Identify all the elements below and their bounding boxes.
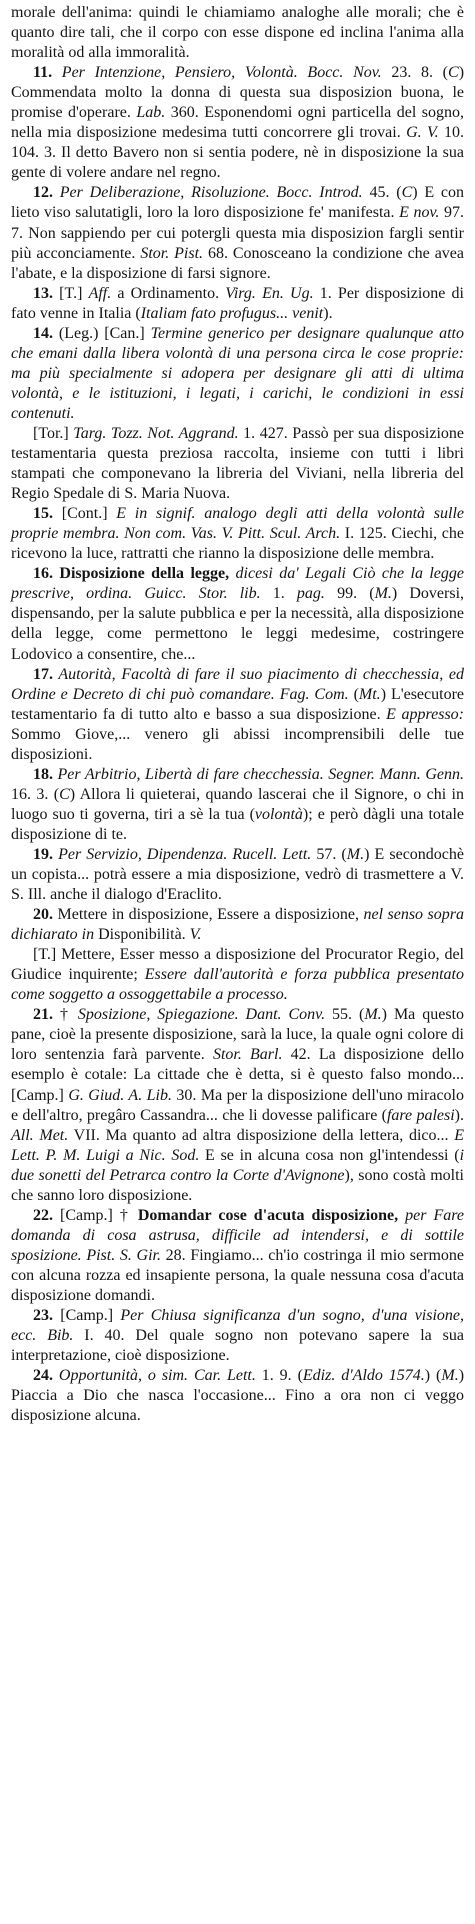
entry-text: (Leg.) [Can.] — [53, 324, 151, 342]
entry-12 — [11, 183, 464, 283]
entry-text: M. — [374, 585, 392, 603]
entry-text: Mt. — [358, 685, 381, 703]
entry-text: All. Met. — [11, 1126, 69, 1144]
entry-14b — [11, 424, 464, 504]
entry-text: 13. — [33, 284, 53, 302]
entry-14 — [11, 324, 464, 424]
entry-15 — [11, 504, 464, 564]
entry-text: [Camp.] † — [53, 1206, 138, 1224]
entry-text: ). — [454, 1106, 464, 1124]
entry-11 — [11, 63, 464, 183]
entry-text: [T.] — [53, 284, 89, 302]
entry-text: Disponibilità. — [94, 926, 190, 944]
entry-text: ( — [348, 685, 359, 703]
entry-text: per Fare domanda di cosa astrusa, difficile ad intendersi, e di sottile sposizione. Pist. S. Gir. — [11, 1206, 464, 1264]
entry-19 — [11, 845, 464, 905]
entry-text: 11. — [33, 64, 53, 82]
entry-text: 45. ( — [362, 184, 402, 202]
entry-text: ) L'esecutore testamentario fa di tutto alto e basso a sua disposizione. — [11, 685, 465, 723]
entry-text: 28. Fingiamo... ch'io costringa il mio sermone con alcuna rozza ed insapiente persona, la quale nessuna cosa d'acuta disposizione domandi. — [11, 1246, 465, 1304]
entry-text: ) ( — [424, 1367, 442, 1385]
entry-text: V. — [189, 926, 202, 944]
entry-text: 30. Ma per la disposizione dell'uno miracolo e dell'altro, pregâro Cassandra... che li dovesse palificare ( — [11, 1086, 465, 1124]
entry-text: 23. 8. ( — [381, 64, 449, 82]
entry-text: 55. ( — [325, 1006, 365, 1024]
entry-text: i due sonetti del Petrarca contro la Corte d'Avignone — [11, 1146, 465, 1184]
entry-text: 97. 7. Non sappiendo per cui potergli questa mia disposizion fargli sentir più acconciamente. — [11, 204, 464, 262]
entry-text: M. — [364, 1006, 382, 1024]
entry-text: Italiam fato profugus... venit — [140, 304, 324, 322]
entry-text: 23. — [33, 1307, 53, 1325]
entry-text: I. 40. Del quale sogno non potevano sapere la sua interpretazione, cioè disposizione. — [11, 1327, 465, 1365]
entry-text: dicesi da' Legali Ciò che la legge prescrive, ordina. Guicc. Stor. lib. — [11, 565, 464, 603]
entry-text: Sposizione, Spiegazione. Dant. Conv. — [77, 1006, 326, 1024]
entry-text: Termine generico per designare qualunque atto che emani dalla libera volontà di una persona circa le cose proprie: ma più specialmente si adopera per designare gli atti di ultima volontà, e le istituzioni, i legati, i carichi, le condizioni in essi contenuti. — [11, 324, 464, 422]
entry-text: ), sono costà molti che sanno loro disposizione. — [11, 1166, 465, 1204]
entry-text: Stor. Barl. — [212, 1046, 283, 1064]
entry-text: ). — [323, 304, 333, 322]
entry-text: E nov. — [399, 204, 440, 222]
entry-text: Sommo Giove,... venero gli abissi incomprensibili delle tue disposizioni. — [11, 725, 464, 763]
entry-text: C — [59, 785, 70, 803]
entry-text: ) Commendata molto la donna di questa sua disposizion buona, le promise d'operare. — [11, 64, 465, 122]
entry-text: M. — [441, 1367, 459, 1385]
entry-text: Domandar cose d'acuta disposizione, — [137, 1206, 399, 1224]
entry-13 — [11, 284, 464, 324]
entry-24 — [11, 1366, 464, 1426]
entry-21 — [11, 1005, 464, 1205]
entry-text: C — [448, 64, 459, 82]
entry-text: E se in alcuna cosa non gl'intendessi ( — [199, 1146, 460, 1164]
entry-text: 16. 3. ( — [11, 785, 60, 803]
entry-text: Targ. Tozz. Not. Aggrand. — [73, 424, 239, 442]
entry-text: M. — [346, 845, 365, 863]
entry-text: Stor. Pist. — [140, 244, 204, 262]
entry-20b — [11, 945, 464, 1005]
entry-text: Ediz. d'Aldo 1574. — [302, 1367, 425, 1385]
entry-text: 21. — [33, 1006, 53, 1024]
entry-text: [Tor.] — [33, 424, 74, 442]
entry-text: Per Servizio, Dipendenza. Rucell. Lett. — [53, 845, 312, 863]
entry-text: ) E con lieto viso salutatigli, loro la loro disposizione fe' manifesta. — [11, 184, 465, 222]
entry-text: † — [53, 1006, 78, 1024]
entry-text: 15. — [33, 505, 53, 523]
entry-text: Mettere in disposizione, Essere a disposizione, — [53, 906, 364, 924]
entry-text: pag. — [296, 585, 325, 603]
entry-text: 57. ( — [311, 845, 347, 863]
entry-text: ) E secondochè un copista... potrà essere a mia disposizione, vedrò di trasmettere a V. S. Ill. anche il dialogo d'Eraclito. — [11, 845, 464, 904]
entry-text: [Camp.] — [53, 1307, 121, 1325]
entry-16 — [11, 564, 464, 664]
entry-text: 18. — [33, 765, 53, 783]
entry-22 — [11, 1206, 464, 1306]
entry-text: E in signif. analogo degli atti della volontà sulle proprie membra. Non com. Vas. V. Pitt. Scul. Arch. — [11, 505, 464, 543]
entry-text: a Ordinamento. — [111, 284, 226, 302]
entry-text: ) Doversi, dispensando, per la salute pubblica e per la necessità, alla disposizione della legge, come permettono le leggi medesime, costringere Lodovico a consentire, che... — [11, 585, 465, 663]
entry-text: 68. Conosceano la condizione che avea l'abate, e la disposizione di farsi signore. — [11, 244, 465, 282]
entry-text: ); e però dàgli una totale disposizione di te. — [11, 805, 465, 843]
entry-20 — [11, 905, 464, 945]
entry-text: 17. — [33, 665, 53, 683]
entry-18 — [11, 765, 464, 845]
entry-text: 1. 9. ( — [255, 1367, 303, 1385]
entry-text: VII. Ma quanto ad altra disposizione della lettera, dico... — [68, 1126, 455, 1144]
entry-text: 1. Per disposizione di fato venne in Italia ( — [11, 284, 465, 322]
entry-text: ) Piaccia a Dio che nasca l'occasione... Fino a ora non ci veggo disposizione alcuna. — [11, 1367, 465, 1425]
entry-text: Per Arbitrio, Libertà di fare checchessia. Segner. Mann. Genn. — [53, 765, 464, 783]
entry-text: Virg. En. Ug. — [225, 284, 314, 302]
entry-text: C — [401, 184, 413, 202]
entry-text: E Lett. P. M. Luigi a Nic. Sod. — [11, 1126, 464, 1164]
entry-text: 42. La disposizione dello esemplo è cotale: La cittade che è detta, si è questo falso mondo... [Camp.] — [11, 1046, 465, 1104]
entry-text: 12. — [33, 184, 53, 202]
entry-text: I. 125. Ciechi, che ricevono la luce, rattratti che rianno la disposizione delle membra. — [11, 525, 465, 563]
entry-text: Aff. — [88, 284, 112, 302]
entry-text: Per Chiusa significanza d'un sogno, d'una visione, ecc. Bib. — [11, 1307, 465, 1345]
entry-text: 1. 427. Passò per sua disposizione testamentaria questa preziosa raccolta, insieme con tutti i libri stampati che componevano la libreria del Viviani, nella libreria del Regio Spedale di S. Maria Nuova. — [11, 424, 465, 503]
entry-text: 24. — [33, 1367, 53, 1385]
entry-intro — [11, 3, 464, 63]
entry-text: volontà — [254, 805, 303, 823]
entry-text: 14. — [33, 324, 53, 342]
entry-text: 22. — [33, 1206, 53, 1224]
entry-text: 20. — [33, 906, 53, 924]
entry-text: [T.] Mettere, Esser messo a disposizione del Procurator Regio, del Giudice inquirente; — [11, 946, 464, 984]
entry-text: Opportunità, o sim. Car. Lett. — [53, 1367, 256, 1385]
entry-text: G. V. — [406, 124, 439, 142]
entry-17 — [11, 665, 464, 765]
entry-text: E appresso: — [386, 705, 464, 723]
entry-text: 1. — [260, 585, 297, 603]
entry-text: [Cont.] — [53, 505, 117, 523]
entry-text: nel senso sopra dichiarato in — [11, 906, 464, 944]
entry-text: 99. ( — [324, 585, 375, 603]
entry-text: Autorità, Facoltà di fare il suo piacimento di checchessia, ed Ordine e Decreto di chi può comandare. Fag. Com. — [11, 665, 464, 703]
entry-text: morale dell'anima: quindi le chiamiamo analoghe alle morali; che è quanto dire tali, che il corpo con esse dispone ed inclina l'anima alla moralità od alla immoralità. — [11, 4, 464, 62]
entry-text: ) Ma questo pane, cioè la presente disposizione, sarà la luce, la quale ogni colore di loro sentenzia farà parvente. — [11, 1006, 465, 1064]
entry-text: Per Intenzione, Pensiero, Volontà. Bocc. Nov. — [52, 64, 382, 82]
entry-text: Per Deliberazione, Risoluzione. Bocc. Introd. — [53, 184, 363, 202]
entry-text: 19. — [33, 845, 53, 863]
entry-text: fare palesi — [386, 1106, 455, 1124]
entry-text: Disposizione della legge, — [53, 565, 230, 583]
entry-text: Essere dall'autorità e forza pubblica presentato come soggetto a ossoggettabile a processo. — [11, 966, 464, 1004]
entry-text: 16. — [33, 565, 53, 583]
entry-text: G. Giud. A. Lib. — [68, 1086, 172, 1104]
entry-text: 10. 104. 3. Il detto Bavero non si sentia podere, nè in disposizione la sua gente di volere andare nel regno. — [11, 124, 465, 182]
entry-23 — [11, 1306, 464, 1366]
entry-text: ) Allora li quieterai, quando lascerai che il Signore, o chi in luogo suo ti governa, tiri a sè la tua ( — [11, 785, 465, 823]
entry-text: 360. Esponendomi ogni particella del sogno, nella mia disposizione medesima tutti concorrere gli trovai. — [11, 104, 464, 142]
entry-text: Lab. — [136, 104, 166, 122]
